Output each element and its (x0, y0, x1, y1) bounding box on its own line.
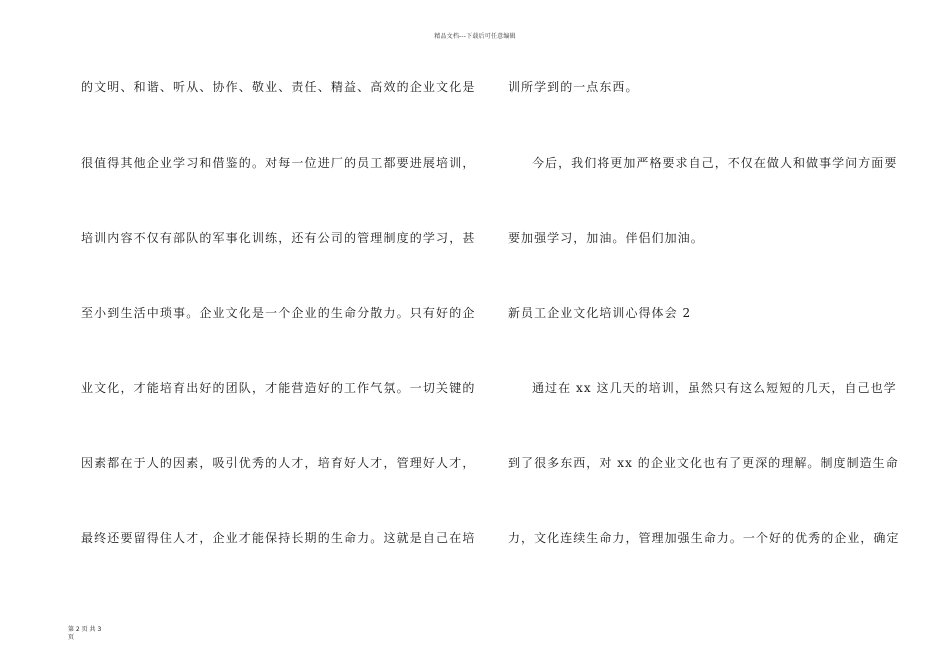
body-text-line: 力，文化连续生命力，管理加强生命力。一个好的优秀的企业，确定 (508, 531, 900, 545)
page-number (68, 626, 112, 642)
body-text-line: 至小到生活中琐事。企业文化是一个企业的生命分散力。只有好的企 (81, 306, 476, 320)
body-text-line: 训所学到的一点东西。 (508, 80, 639, 94)
body-text-line: 到了很多东西，对 xx 的企业文化也有了更深的理解。制度制造生命 (508, 456, 899, 470)
body-text-line: 业文化，才能培育出好的团队，才能营造好的工作气氛。一切关键的 (81, 381, 476, 395)
page-number-line: 页 (68, 634, 75, 641)
body-text-line: 很值得其他企业学习和借鉴的。对每一位进厂的员工都要进展培训， (81, 156, 476, 170)
body-text-line: 培训内容不仅有部队的军事化训练，还有公司的管理制度的学习，甚 (81, 231, 476, 245)
body-text-line: 要加强学习，加油。伴侣们加油。 (508, 231, 704, 245)
body-text-line: 最终还要留得住人才，企业才能保持长期的生命力。这就是自己在培 (81, 531, 476, 545)
paragraph-first-line: 通过在 xx 这几天的培训，虽然只有这么短短的几天，自己也学 (532, 381, 897, 395)
page-header: 精品文档---下载后可任意编辑 (434, 33, 516, 40)
page-number-line: 第 2 页 共 3 (68, 626, 102, 633)
right-text-column (508, 0, 900, 672)
paragraph-first-line: 今后，我们将更加严格要求自己，不仅在做人和做事学问方面要 (532, 156, 898, 170)
section-heading: 新员工企业文化培训心得体会 2 (508, 306, 692, 320)
body-text-line: 因素都在于人的因素，吸引优秀的人才，培育好人才，管理好人才， (81, 456, 476, 470)
body-text-line: 的文明、和谐、听从、协作、敬业、责任、精益、高效的企业文化是 (81, 80, 476, 94)
